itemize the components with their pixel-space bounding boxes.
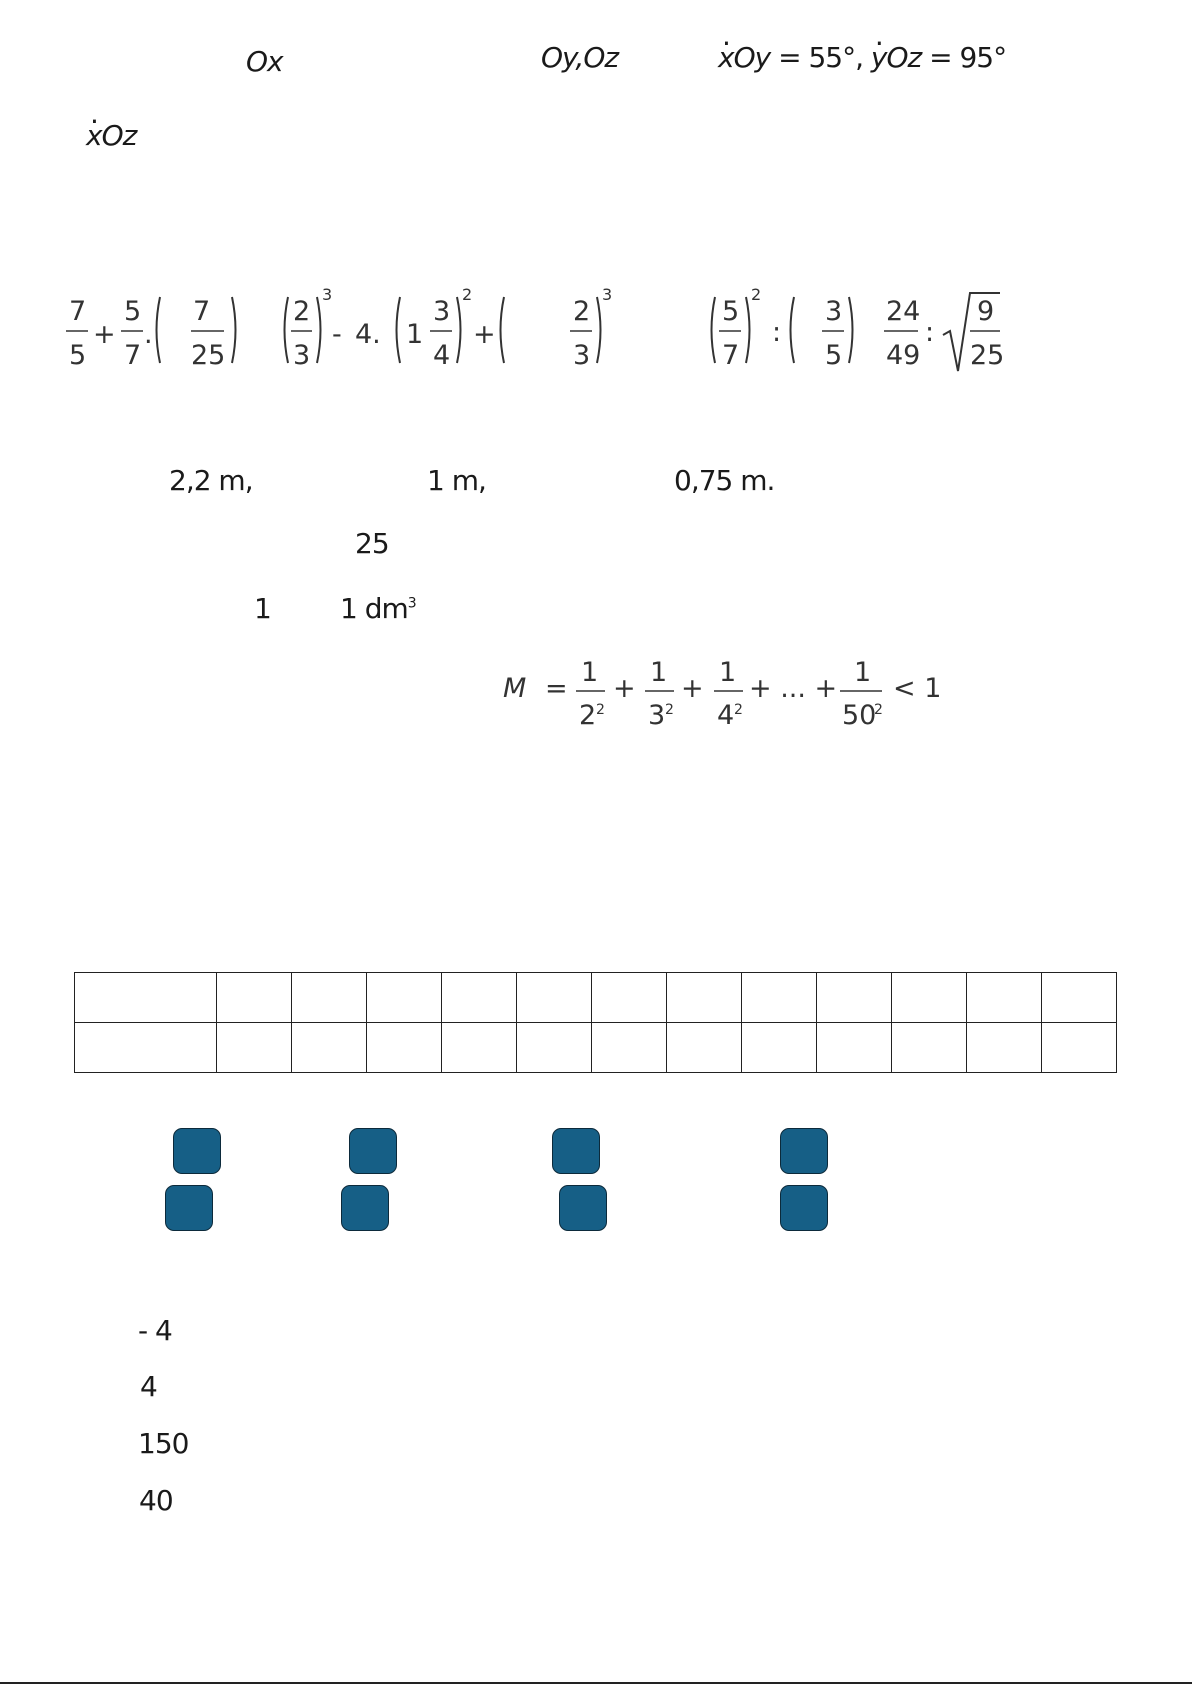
angle-xoy-value: = 55°,	[778, 41, 863, 74]
table-cell[interactable]	[217, 973, 292, 1023]
given-angles	[718, 41, 1006, 74]
volume-unit-base: 1 dm	[340, 592, 408, 625]
option-box[interactable]	[780, 1128, 828, 1174]
answer-table	[74, 972, 1117, 1073]
term4-den: 50	[842, 700, 877, 731]
angle-xoz-question	[86, 119, 136, 152]
frac-24-49-den: 49	[886, 340, 921, 371]
frac-7-25-den: 25	[191, 340, 226, 371]
term1-num: 1	[581, 657, 599, 688]
one-value: 1	[254, 592, 271, 625]
table-cell[interactable]	[442, 1023, 517, 1073]
angle-xoy: . xOy	[718, 41, 770, 74]
table-cell[interactable]	[367, 1023, 442, 1073]
angle-yoz-value: = 95°	[929, 41, 1007, 74]
table-cell[interactable]	[892, 973, 967, 1023]
rays-oy-oz: Oy,Oz	[541, 41, 619, 74]
frac-7-25-num: 7	[193, 296, 211, 327]
frac-5-7b-den: 7	[722, 340, 740, 371]
frac-9-25-num: 9	[977, 296, 995, 327]
frac-3-5-den: 5	[825, 340, 843, 371]
option-box[interactable]	[552, 1128, 600, 1174]
colon-1: :	[772, 317, 782, 348]
frac-5-7b-num: 5	[722, 296, 740, 327]
option-box[interactable]	[349, 1128, 397, 1174]
frac-7-5-num: 7	[69, 296, 87, 327]
angle-yoz: . yOz	[871, 41, 921, 74]
colon-2: :	[925, 317, 935, 348]
frac-5-7-den: 7	[124, 340, 142, 371]
frac-5-7-num: 5	[124, 296, 142, 327]
option-box[interactable]	[559, 1185, 607, 1231]
frac-2-3-den: 3	[293, 340, 311, 371]
table-cell[interactable]	[442, 973, 517, 1023]
term4-exp: 2	[874, 702, 883, 718]
equals: =	[545, 673, 568, 704]
term3-num: 1	[719, 657, 737, 688]
frac-3-5-num: 3	[825, 296, 843, 327]
power-3a: 3	[322, 285, 333, 304]
plus-1: +	[93, 319, 116, 350]
page-bottom-divider	[0, 1682, 1192, 1684]
expression-2	[700, 285, 1010, 385]
count-value: 25	[355, 527, 389, 560]
answer-b: 4	[140, 1370, 157, 1403]
table-cell[interactable]	[292, 1023, 367, 1073]
term4-num: 1	[854, 657, 872, 688]
less-than-one: < 1	[893, 673, 942, 704]
frac-2-3-num: 2	[293, 296, 311, 327]
term2-exp: 2	[665, 702, 674, 718]
table-cell[interactable]	[967, 973, 1042, 1023]
table-cell[interactable]	[1042, 973, 1117, 1023]
table-cell[interactable]	[592, 1023, 667, 1073]
frac-24-49-num: 24	[886, 296, 921, 327]
frac-2-3b-num: 2	[573, 296, 591, 327]
power-2b: 2	[751, 285, 762, 304]
table-cell[interactable]	[667, 1023, 742, 1073]
table-cell[interactable]	[967, 1023, 1042, 1073]
answer-c: 150	[138, 1427, 189, 1460]
frac-2-3b-den: 3	[573, 340, 591, 371]
option-box[interactable]	[341, 1185, 389, 1231]
table-cell[interactable]	[517, 973, 592, 1023]
term1-den: 2	[579, 700, 597, 731]
length-value: 2,2 m,	[169, 464, 253, 497]
dot-op: .	[144, 319, 153, 350]
frac-3-4-den: 4	[433, 340, 451, 371]
term2-num: 1	[650, 657, 668, 688]
table-cell[interactable]	[817, 973, 892, 1023]
volume-unit-exp: 3	[407, 595, 416, 612]
option-box[interactable]	[165, 1185, 213, 1231]
table-cell[interactable]	[742, 1023, 817, 1073]
answer-a: - 4	[138, 1314, 172, 1347]
coef-4: 4.	[355, 319, 381, 350]
table-cell[interactable]	[75, 973, 217, 1023]
term1-exp: 2	[596, 702, 605, 718]
ray-ox: Ox	[246, 45, 283, 78]
power-2a: 2	[462, 285, 473, 304]
power-3b: 3	[602, 285, 613, 304]
table-cell[interactable]	[217, 1023, 292, 1073]
plus-2: +	[473, 319, 496, 350]
sum-inequality	[500, 652, 950, 732]
answer-d: 40	[139, 1484, 173, 1517]
table-row	[75, 1023, 1117, 1073]
table-cell[interactable]	[367, 973, 442, 1023]
table-cell[interactable]	[292, 973, 367, 1023]
angle-xoz: . xOz	[86, 119, 136, 152]
term3-exp: 2	[734, 702, 743, 718]
height-value: 0,75 m.	[674, 464, 775, 497]
table-cell[interactable]	[742, 973, 817, 1023]
term3-den: 4	[717, 700, 735, 731]
table-cell[interactable]	[592, 973, 667, 1023]
var-m: M	[503, 673, 527, 704]
option-box[interactable]	[780, 1185, 828, 1231]
table-row	[75, 973, 1117, 1023]
expression-1	[60, 285, 720, 385]
table-cell[interactable]	[75, 1023, 217, 1073]
frac-9-25-den: 25	[970, 340, 1005, 371]
term2-den: 3	[648, 700, 666, 731]
minus-op: -	[332, 319, 342, 350]
whole-1: 1	[406, 319, 424, 350]
width-value: 1 m,	[427, 464, 486, 497]
table-cell[interactable]	[667, 973, 742, 1023]
svg-text:+: +	[613, 673, 636, 704]
frac-7-5-den: 5	[69, 340, 87, 371]
table-cell[interactable]	[517, 1023, 592, 1073]
volume-unit	[340, 592, 416, 625]
svg-text:+: +	[681, 673, 704, 704]
table-cell[interactable]	[892, 1023, 967, 1073]
option-box[interactable]	[173, 1128, 221, 1174]
ellipsis: + ... +	[749, 673, 838, 704]
table-cell[interactable]	[817, 1023, 892, 1073]
frac-3-4-num: 3	[433, 296, 451, 327]
table-cell[interactable]	[1042, 1023, 1117, 1073]
